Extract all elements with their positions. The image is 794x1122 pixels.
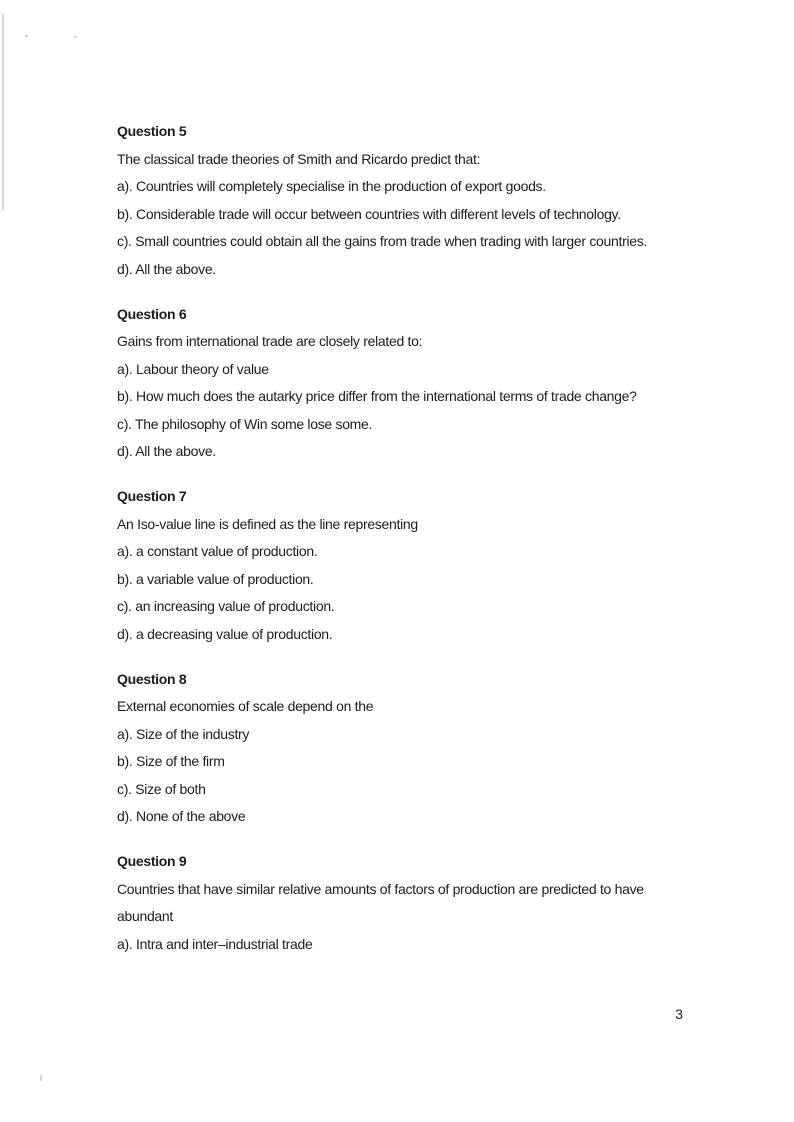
question-option-a: a). Labour theory of value <box>117 360 269 377</box>
question-option-d: d). All the above. <box>117 260 216 277</box>
question-stem-line: External economies of scale depend on the <box>117 698 374 714</box>
questions-content <box>117 122 680 980</box>
question-stem-line: Gains from international trade are closely related to: <box>117 333 423 349</box>
question-option-c: c). Small countries could obtain all the gains from trade when trading with larger countries. <box>117 233 648 249</box>
question-option-a: a). Size of the industry <box>117 725 250 742</box>
question-block-6 <box>117 305 680 461</box>
question-option-c: c). Size of both <box>117 780 206 797</box>
question-stem-line: Countries that have similar relative amounts of factors of production are predicted to have <box>117 880 644 897</box>
scan-artifact-line <box>2 14 4 210</box>
question-option-b: b). a variable value of production. <box>117 570 314 587</box>
question-option-b: b). Size of the firm <box>117 753 225 769</box>
question-option-b: b). How much does the autarky price differ from the international terms of trade change? <box>117 388 637 404</box>
question-option-d: d). None of the above <box>117 808 246 824</box>
scan-artifact-dot <box>74 36 77 38</box>
question-option-c: c). The philosophy of Win some lose some. <box>117 415 373 432</box>
question-option-a: a). Intra and inter–industrial trade <box>117 935 313 952</box>
question-title: Question 8 <box>117 670 187 687</box>
question-block-9 <box>117 852 680 953</box>
question-option-a: a). a constant value of production. <box>117 543 318 559</box>
scan-artifact-dot <box>40 1075 42 1081</box>
question-block-7 <box>117 487 680 643</box>
scan-artifact-dot <box>25 35 28 37</box>
question-option-d: d). All the above. <box>117 443 216 459</box>
question-option-a: a). Countries will completely specialise in the production of export goods. <box>117 178 546 194</box>
question-option-b: b). Considerable trade will occur between countries with different levels of technology. <box>117 205 621 222</box>
question-stem-line: abundant <box>117 908 173 924</box>
question-stem-line: An Iso-value line is defined as the line representing <box>117 515 418 532</box>
question-stem-line: The classical trade theories of Smith and Ricardo predict that: <box>117 150 481 167</box>
question-title: Question 6 <box>117 305 187 322</box>
question-block-8 <box>117 670 680 826</box>
page-number: 3 <box>675 1006 683 1022</box>
question-block-5 <box>117 122 680 278</box>
question-option-d: d). a decreasing value of production. <box>117 625 333 642</box>
question-title: Question 5 <box>117 123 187 139</box>
question-title: Question 7 <box>117 488 187 504</box>
question-title: Question 9 <box>117 853 187 869</box>
question-option-c: c). an increasing value of production. <box>117 598 335 614</box>
